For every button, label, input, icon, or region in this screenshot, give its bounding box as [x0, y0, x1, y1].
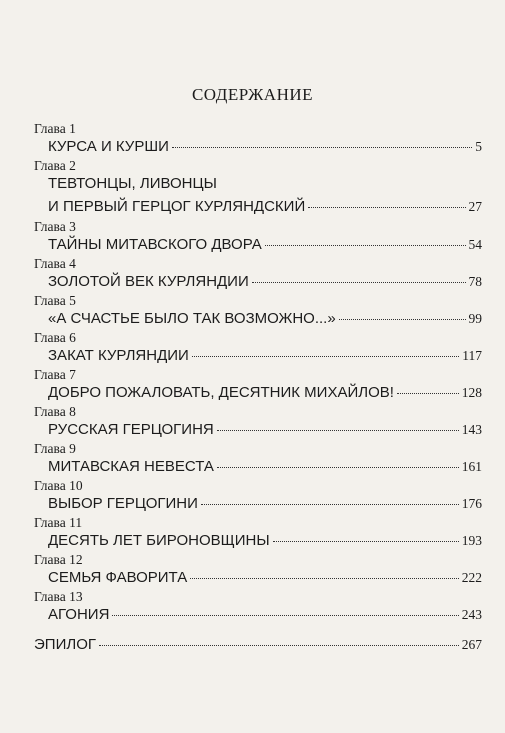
page-number: 143 — [461, 422, 482, 437]
chapter-number: Глава 11 — [34, 515, 83, 530]
chapter-title: ТАЙНЫ МИТАВСКОГО ДВОРА — [48, 236, 262, 253]
page-title: СОДЕРЖАНИЕ — [191, 85, 314, 104]
chapter-title-line — [34, 271, 482, 293]
dot-leader — [172, 147, 472, 148]
chapter-title: АГОНИЯ — [48, 606, 110, 623]
chapter-title: КУРСА И КУРШИ — [48, 138, 169, 155]
toc-entry — [34, 404, 482, 441]
dot-leader — [201, 504, 459, 505]
chapter-title: ДЕСЯТЬ ЛЕТ БИРОНОВЩИНЫ — [48, 532, 270, 549]
page-number: 267 — [461, 637, 482, 652]
page-number: 27 — [468, 199, 482, 214]
chapter-title-line — [34, 382, 482, 404]
chapter-title-line — [34, 530, 482, 552]
page-number: 54 — [468, 237, 482, 252]
dot-leader — [273, 541, 459, 542]
chapter-number: Глава 13 — [34, 589, 83, 604]
toc-entry — [34, 589, 482, 626]
chapter-title: ТЕВТОНЦЫ, ЛИВОНЦЫ — [48, 175, 217, 192]
page-number: 128 — [461, 385, 482, 400]
chapter-title: МИТАВСКАЯ НЕВЕСТА — [48, 458, 214, 475]
chapter-number: Глава 12 — [34, 552, 83, 567]
table-of-contents — [34, 121, 482, 656]
chapter-title: РУССКАЯ ГЕРЦОГИНЯ — [48, 421, 214, 438]
chapter-title-line — [34, 136, 482, 158]
chapter-number: Глава 5 — [34, 293, 76, 308]
chapter-title-continued: И ПЕРВЫЙ ГЕРЦОГ КУРЛЯНДСКИЙ — [48, 198, 306, 215]
toc-entry — [34, 158, 482, 219]
chapter-title-line — [34, 567, 482, 589]
chapter-title-line — [34, 345, 482, 367]
page-number: 99 — [468, 311, 482, 326]
chapter-title: «А СЧАСТЬЕ БЫЛО ТАК ВОЗМОЖНО...» — [48, 310, 336, 327]
chapter-title: ВЫБОР ГЕРЦОГИНИ — [48, 495, 198, 512]
toc-entry — [34, 219, 482, 256]
toc-entry — [34, 552, 482, 589]
page-number: 222 — [461, 570, 482, 585]
chapter-title-line — [34, 308, 482, 330]
dot-leader — [99, 645, 459, 646]
page-number: 78 — [468, 274, 482, 289]
chapter-title: ЗАКАТ КУРЛЯНДИИ — [48, 347, 189, 364]
toc-entry — [34, 256, 482, 293]
dot-leader — [252, 282, 466, 283]
chapter-title-line — [34, 604, 482, 626]
epilog-line — [34, 634, 482, 656]
epilog-title: ЭПИЛОГ — [34, 636, 96, 653]
toc-entry — [34, 293, 482, 330]
chapter-number: Глава 3 — [34, 219, 76, 234]
page-number: 117 — [462, 348, 482, 363]
dot-leader — [265, 245, 466, 246]
chapter-number: Глава 9 — [34, 441, 76, 456]
chapter-number: Глава 4 — [34, 256, 76, 271]
dot-leader — [217, 467, 459, 468]
toc-entry — [34, 121, 482, 158]
page-number: 243 — [461, 607, 482, 622]
chapter-number: Глава 7 — [34, 367, 76, 382]
chapter-title-line — [34, 493, 482, 515]
toc-entry-epilog — [34, 634, 482, 656]
chapter-number: Глава 1 — [34, 121, 76, 136]
page-number: 5 — [475, 139, 482, 154]
dot-leader — [192, 356, 459, 357]
chapter-title-line — [34, 234, 482, 256]
chapter-title-line — [34, 195, 482, 219]
chapter-number: Глава 10 — [34, 478, 83, 493]
chapter-number: Глава 2 — [34, 158, 76, 173]
chapter-title-line — [34, 456, 482, 478]
toc-entry — [34, 330, 482, 367]
chapter-title-line — [34, 173, 482, 195]
dot-leader — [217, 430, 459, 431]
page-number: 161 — [461, 459, 482, 474]
dot-leader — [308, 207, 465, 208]
toc-entry — [34, 515, 482, 552]
dot-leader — [397, 393, 459, 394]
chapter-title: СЕМЬЯ ФАВОРИТА — [48, 569, 188, 586]
toc-entry — [34, 441, 482, 478]
toc-entry — [34, 478, 482, 515]
chapter-title: ЗОЛОТОЙ ВЕК КУРЛЯНДИИ — [48, 273, 249, 290]
chapter-number: Глава 6 — [34, 330, 76, 345]
dot-leader — [112, 615, 458, 616]
chapter-title-line — [34, 419, 482, 441]
page-number: 193 — [461, 533, 482, 548]
page-number: 176 — [461, 496, 482, 511]
dot-leader — [339, 319, 466, 320]
chapter-title: ДОБРО ПОЖАЛОВАТЬ, ДЕСЯТНИК МИХАЙЛОВ! — [48, 384, 394, 401]
chapter-number: Глава 8 — [34, 404, 76, 419]
dot-leader — [190, 578, 459, 579]
toc-entry — [34, 367, 482, 404]
